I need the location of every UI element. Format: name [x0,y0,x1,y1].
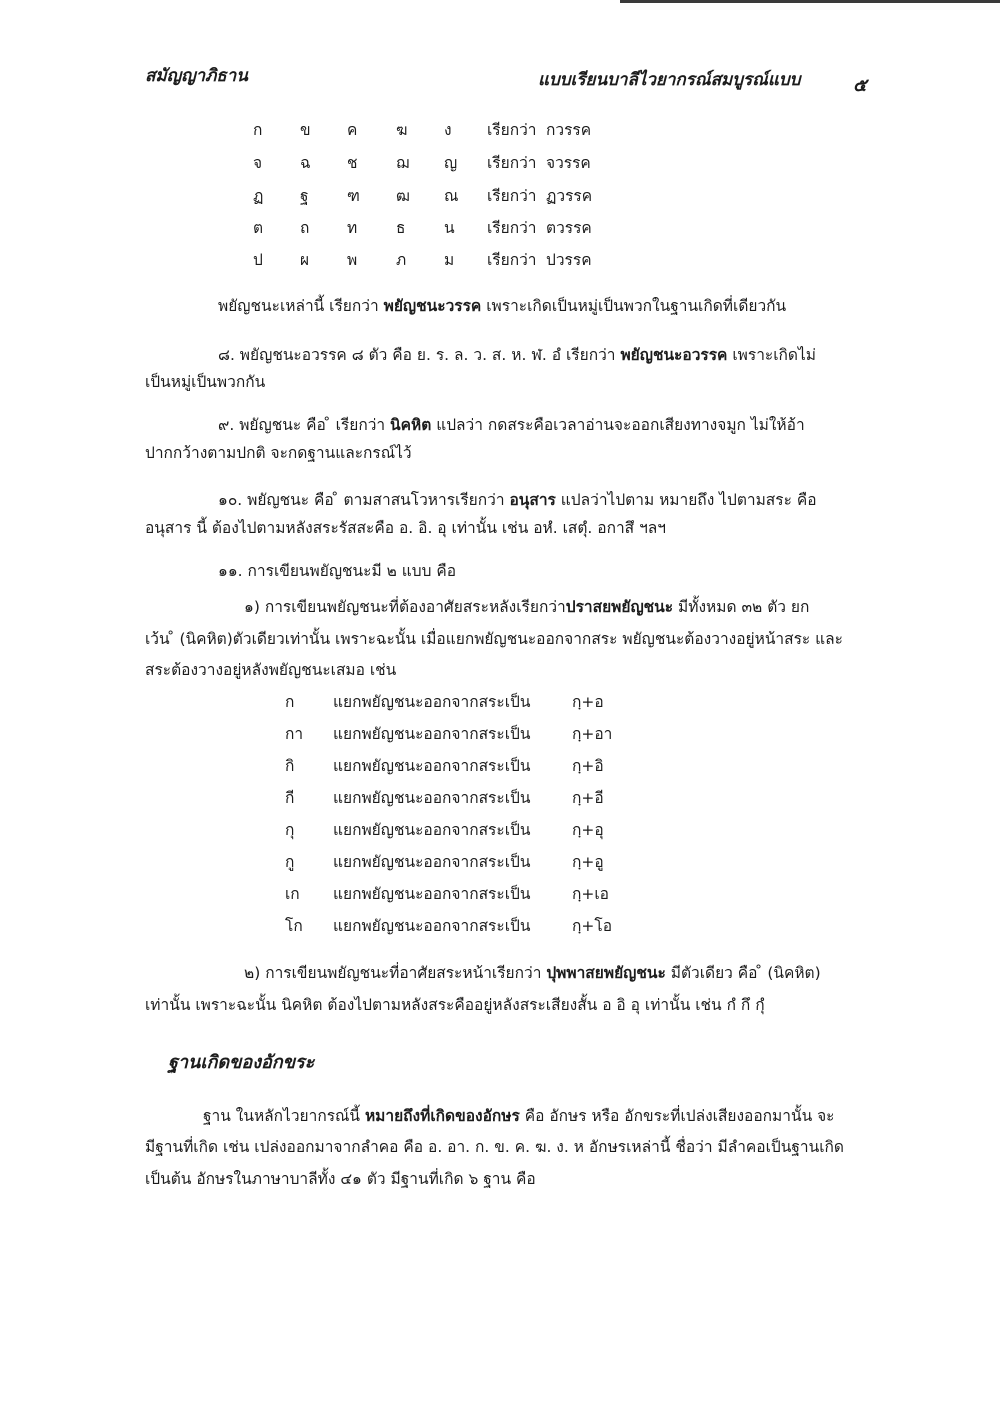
split-result: กฺ+อุ [572,821,604,839]
varga-letter: ท [347,219,358,237]
varga-name: กวรรค [546,121,592,139]
varga-called: เรียกว่า [487,187,537,205]
split-syllable: โก [285,917,303,935]
varga-letter: ถ [300,219,310,237]
varga-letter: ฏ [253,187,264,205]
scan-edge-line [620,0,1000,3]
varga-letter: ฆ [396,121,408,139]
varga-letter: น [444,219,455,237]
varga-called: เรียกว่า [487,219,537,237]
split-desc: แยกพยัญชนะออกจากสระเป็น [333,725,531,743]
split-result: กฺ+อี [572,789,604,807]
split-result: กฺ+อิ [572,757,604,775]
term-parasaya: ปราสยพยัญชนะ [565,598,674,616]
split-desc: แยกพยัญชนะออกจากสระเป็น [333,789,531,807]
varga-name: ฏวรรค [546,187,593,205]
item8-line1: ๘. พยัญชนะอวรรค ๘ ตัว คือ ย. ร. ล. ว. ส. ห. ฬ. อํ เรียกว่า พยัญชนะอวรรค เพราะเกิดไม่ [218,346,816,364]
split-desc: แยกพยัญชนะออกจากสระเป็น [333,917,531,935]
varga-letter: ฌ [396,154,410,172]
varga-called: เรียกว่า [487,121,537,139]
term-avarga: พยัญชนะอวรรค [620,346,728,364]
varga-letter: ก [253,121,263,139]
item9-line1: ๙. พยัญชนะ คือ ̊ เรียกว่า นิคหิต แปลว่า กดสระคือเวลาอ่านจะออกเสียงทางจมูก ไม่ให้อ้า [218,416,805,434]
term-varga: พยัญชนะวรรค [383,297,482,315]
split-syllable: ก [285,693,295,711]
section-line3: เป็นต้น อักษรในภาษาบาลีทั้ง ๔๑ ตัว มีฐานที่เกิด ๖ ฐาน คือ [145,1170,536,1188]
varga-letter: ช [347,154,358,172]
item10-line2: อนุสาร นี้ ต้องไปตามหลังสระรัสสะคือ อ. อิ. อุ เท่านั้น เช่น อหํ. เสตุํ. อกาสึ ฯลฯ [145,519,666,537]
item10-line1: ๑๐. พยัญชนะ คือ ̊ ตามสาสนโวหารเรียกว่า อนุสาร แปลว่าไปตาม หมายถึง ไปตามสระ คือ [218,491,817,509]
varga-letter: ง [444,121,452,139]
varga-summary: พยัญชนะเหล่านี้ เรียกว่า พยัญชนะวรรค เพราะเกิดเป็นหมู่เป็นพวกในฐานเกิดที่เดียวกัน [218,297,787,315]
split-desc: แยกพยัญชนะออกจากสระเป็น [333,821,531,839]
split-desc: แยกพยัญชนะออกจากสระเป็น [333,853,531,871]
varga-letter: ธ [396,219,406,237]
split-result: กฺ+อู [572,853,604,871]
split-syllable: กิ [285,757,295,775]
split-syllable: กุ [285,821,295,839]
item9-line2: ปากกว้างตามปกติ จะกดฐานและกรณ์ไว้ [145,444,412,462]
item11-heading: ๑๑. การเขียนพยัญชนะมี ๒ แบบ คือ [218,562,457,580]
varga-letter: ฉ [300,154,311,172]
varga-letter: ป [253,251,263,269]
split-result: กฺ+อ [572,693,604,711]
term-origin: หมายถึงที่เกิดของอักษร [364,1107,520,1125]
item11-sub1-line3: สระต้องวางอยู่หลังพยัญชนะเสมอ เช่น [145,661,397,679]
varga-letter: ณ [444,187,459,205]
varga-letter: พ [347,251,358,269]
varga-letter: ฒ [396,187,411,205]
split-syllable: เก [285,885,300,903]
term-niggahita: นิคหิต [390,416,432,434]
section-title: ฐานเกิดของอักขระ [168,1052,315,1073]
varga-letter: ต [253,219,264,237]
split-syllable: กา [285,725,304,743]
varga-name: จวรรค [546,154,591,172]
item11-sub1-line2: เว้น ̊ (นิคหิต)ตัวเดียวเท่านั้น เพราะฉะนั้น เมื่อแยกพยัญชนะออกจากสระ พยัญชนะต้องวางอยู่หน้าสระ และ [145,630,843,648]
sub2-line2: เท่านั้น เพราะฉะนั้น นิคหิต ต้องไปตามหลังสระคืออยู่หลังสระเสียงสั้น อ อิ อุ เท่านั้น เช่น กํ กึ กุํ [145,996,765,1014]
split-syllable: กี [285,789,295,807]
varga-letter: ม [444,251,455,269]
varga-letter: ผ [300,251,310,269]
term-anusara: อนุสาร [509,491,556,509]
item8-line2: เป็นหมู่เป็นพวกกัน [145,373,266,391]
section-line1: ฐาน ในหลักไวยากรณ์นี้ หมายถึงที่เกิดของอักษร คือ อักษร หรือ อักขระที่เปล่งเสียงออกมานั้น จะ [203,1107,835,1125]
varga-letter: ฐ [300,187,309,205]
split-syllable: กู [285,853,295,871]
varga-letter: ญ [444,154,458,172]
split-result: กฺ+อา [572,725,613,743]
section-line2: มีฐานที่เกิด เช่น เปล่งออกมาจากลำคอ คือ อ. อา. ก. ข. ค. ฆ. ง. ห อักษรเหล่านี้ ชื่อว่า มีลำคอเป็นฐานเกิด [145,1138,844,1156]
term-pubbasaya: ปุพพาสยพยัญชนะ [546,964,666,982]
varga-letter: จ [253,154,263,172]
varga-letter: ข [300,121,311,139]
varga-name: ตวรรค [546,219,592,237]
split-result: กฺ+โอ [572,917,613,935]
varga-called: เรียกว่า [487,251,537,269]
split-desc: แยกพยัญชนะออกจากสระเป็น [333,693,531,711]
split-desc: แยกพยัญชนะออกจากสระเป็น [333,885,531,903]
varga-name: ปวรรค [546,251,592,269]
varga-called: เรียกว่า [487,154,537,172]
header-left-title: สมัญญาภิธาน [145,66,248,86]
page-number: ๕ [853,75,867,96]
header-right-title: แบบเรียนบาลีไวยากรณ์สมบูรณ์แบบ [538,70,801,90]
sub2-line1: ๒) การเขียนพยัญชนะที่อาศัยสระหน้าเรียกว่า ปุพพาสยพยัญชนะ มีตัวเดียว คือ ̊ (นิคหิต) [244,964,821,982]
varga-letter: ภ [396,251,407,269]
varga-letter: ค [347,121,358,139]
varga-letter: ฑ [347,187,360,205]
item11-sub1-line1: ๑) การเขียนพยัญชนะที่ต้องอาศัยสระหลังเรียกว่าปราสยพยัญชนะ มีทั้งหมด ๓๒ ตัว ยก [244,598,810,616]
split-result: กฺ+เอ [572,885,609,903]
split-desc: แยกพยัญชนะออกจากสระเป็น [333,757,531,775]
